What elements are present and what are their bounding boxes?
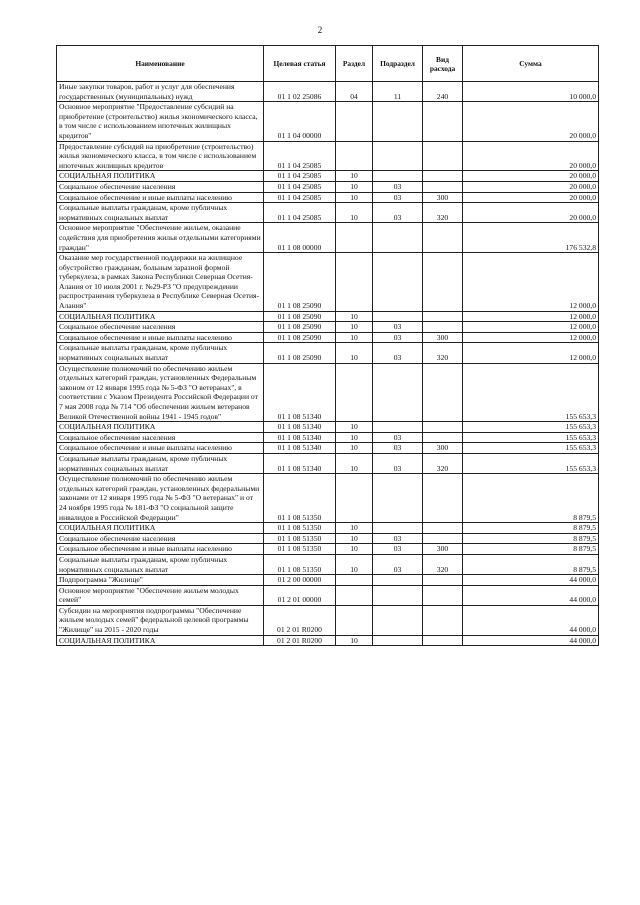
- cell-amount: 8 879,5: [463, 544, 599, 555]
- cell-section: [336, 102, 373, 141]
- table-row: [57, 343, 599, 363]
- cell-section: 10: [336, 422, 373, 433]
- header-section: Раздел: [336, 46, 373, 82]
- cell-amount: 44 000,0: [463, 605, 599, 635]
- cell-amount: 8 879,5: [463, 523, 599, 534]
- cell-target: 01 1 08 51340: [264, 453, 336, 473]
- cell-name: СОЦИАЛЬНАЯ ПОЛИТИКА: [57, 171, 264, 182]
- header-name: Наименование: [57, 46, 264, 82]
- table-row: [57, 585, 599, 605]
- cell-section: 10: [336, 322, 373, 333]
- table-row: [57, 141, 599, 171]
- cell-expense-type: [423, 322, 463, 333]
- cell-expense-type: [423, 253, 463, 312]
- cell-amount: 20 000,0: [463, 171, 599, 182]
- cell-subsection: 03: [373, 203, 423, 223]
- cell-name: Социальные выплаты гражданам, кроме публичных нормативных социальных выплат: [57, 203, 264, 223]
- cell-name: Социальное обеспечение населения: [57, 533, 264, 544]
- cell-target: 01 2 01 00000: [264, 585, 336, 605]
- cell-expense-type: 300: [423, 443, 463, 454]
- cell-target: 01 1 04 25085: [264, 181, 336, 192]
- cell-name: Социальное обеспечение населения: [57, 181, 264, 192]
- cell-expense-type: [423, 102, 463, 141]
- cell-amount: 8 879,5: [463, 533, 599, 544]
- cell-expense-type: 240: [423, 82, 463, 102]
- cell-amount: 155 653,3: [463, 453, 599, 473]
- cell-expense-type: [423, 533, 463, 544]
- cell-name: Социальное обеспечение и иные выплаты населению: [57, 332, 264, 343]
- cell-target: 01 1 02 25086: [264, 82, 336, 102]
- cell-name: Основное мероприятие "Обеспечение жильем, оказание содействия для приобретения жилья отдельными категориями граждан": [57, 223, 264, 253]
- cell-section: 04: [336, 82, 373, 102]
- cell-section: 10: [336, 171, 373, 182]
- cell-subsection: [373, 523, 423, 534]
- table-row: [57, 311, 599, 322]
- cell-name: Социальное обеспечение и иные выплаты населению: [57, 443, 264, 454]
- table-row: [57, 474, 599, 523]
- cell-amount: 8 879,5: [463, 474, 599, 523]
- table-body: [57, 82, 599, 646]
- cell-section: 10: [336, 343, 373, 363]
- cell-name: Иные закупки товаров, работ и услуг для обеспечения государственных (муниципальных) нужд: [57, 82, 264, 102]
- cell-name: Осуществление полномочий по обеспечению жильем отдельных категорий граждан, установленных федеральными законами от 12 января 1995 года № 5-ФЗ "О ветеранах" и от 24 ноября 1995 года № 181-ФЗ "О социальной защите инвалидов в Российской Федерации": [57, 474, 264, 523]
- cell-amount: 155 653,3: [463, 422, 599, 433]
- cell-subsection: [373, 102, 423, 141]
- cell-name: Социальное обеспечение и иные выплаты населению: [57, 192, 264, 203]
- cell-expense-type: [423, 523, 463, 534]
- cell-subsection: 03: [373, 554, 423, 574]
- table-row: [57, 432, 599, 443]
- cell-subsection: [373, 422, 423, 433]
- cell-target: 01 1 08 25090: [264, 322, 336, 333]
- cell-subsection: 03: [373, 443, 423, 454]
- cell-name: Предоставление субсидий на приобретение (строительство) жилья экономического класса, в том числе с использованием ипотечных жилищных кредитов: [57, 141, 264, 171]
- cell-expense-type: [423, 605, 463, 635]
- cell-expense-type: [423, 311, 463, 322]
- cell-section: 10: [336, 192, 373, 203]
- header-target: Целевая статья: [264, 46, 336, 82]
- cell-target: 01 1 08 25090: [264, 311, 336, 322]
- cell-target: 01 1 04 00000: [264, 102, 336, 141]
- table-row: [57, 523, 599, 534]
- table-row: [57, 635, 599, 646]
- cell-target: 01 2 00 00000: [264, 575, 336, 586]
- table-row: [57, 554, 599, 574]
- cell-name: СОЦИАЛЬНАЯ ПОЛИТИКА: [57, 422, 264, 433]
- cell-target: 01 1 04 25085: [264, 141, 336, 171]
- table-row: [57, 453, 599, 473]
- cell-subsection: 03: [373, 192, 423, 203]
- cell-section: [336, 605, 373, 635]
- cell-target: 01 2 01 R0200: [264, 605, 336, 635]
- cell-subsection: 11: [373, 82, 423, 102]
- cell-subsection: 03: [373, 432, 423, 443]
- cell-section: 10: [336, 544, 373, 555]
- cell-amount: 155 653,3: [463, 443, 599, 454]
- cell-target: 01 1 08 51350: [264, 554, 336, 574]
- cell-subsection: [373, 253, 423, 312]
- cell-amount: 155 653,3: [463, 432, 599, 443]
- cell-subsection: 03: [373, 322, 423, 333]
- cell-name: Осуществление полномочий по обеспечению жильем отдельных категорий граждан, установленных Федеральным законом от 12 января 1995 года № 5-ФЗ "О ветеранах", в соответствии с Указом Президента Российской Федерации от 7 мая 2008 года № 714 "Об обеспечении жильем ветеранов Великой Отечественной войны 1941 - 1945 годов": [57, 363, 264, 422]
- cell-amount: 20 000,0: [463, 192, 599, 203]
- cell-amount: 20 000,0: [463, 203, 599, 223]
- table-row: [57, 605, 599, 635]
- cell-section: [336, 585, 373, 605]
- cell-amount: 44 000,0: [463, 635, 599, 646]
- cell-name: СОЦИАЛЬНАЯ ПОЛИТИКА: [57, 635, 264, 646]
- cell-subsection: 03: [373, 181, 423, 192]
- table-row: [57, 332, 599, 343]
- cell-target: 01 1 08 51340: [264, 422, 336, 433]
- cell-expense-type: [423, 575, 463, 586]
- cell-name: СОЦИАЛЬНАЯ ПОЛИТИКА: [57, 311, 264, 322]
- cell-section: 10: [336, 523, 373, 534]
- cell-amount: 20 000,0: [463, 102, 599, 141]
- cell-subsection: 03: [373, 332, 423, 343]
- table-row: [57, 533, 599, 544]
- cell-amount: 8 879,5: [463, 554, 599, 574]
- cell-target: 01 2 01 R0200: [264, 635, 336, 646]
- cell-expense-type: [423, 432, 463, 443]
- table-header-row: [57, 46, 599, 82]
- cell-target: 01 1 08 51350: [264, 533, 336, 544]
- budget-table: [56, 45, 599, 646]
- cell-target: 01 1 04 25085: [264, 203, 336, 223]
- cell-amount: 44 000,0: [463, 575, 599, 586]
- cell-subsection: 03: [373, 343, 423, 363]
- cell-expense-type: [423, 141, 463, 171]
- cell-section: 10: [336, 203, 373, 223]
- cell-section: [336, 474, 373, 523]
- cell-section: [336, 363, 373, 422]
- cell-expense-type: 300: [423, 332, 463, 343]
- cell-section: 10: [336, 432, 373, 443]
- cell-subsection: [373, 141, 423, 171]
- cell-target: 01 1 08 25090: [264, 253, 336, 312]
- cell-amount: 44 000,0: [463, 585, 599, 605]
- cell-subsection: 03: [373, 533, 423, 544]
- table-row: [57, 575, 599, 586]
- table-row: [57, 363, 599, 422]
- cell-subsection: [373, 171, 423, 182]
- cell-expense-type: [423, 422, 463, 433]
- cell-name: Социальные выплаты гражданам, кроме публичных нормативных социальных выплат: [57, 554, 264, 574]
- cell-name: Социальное обеспечение населения: [57, 432, 264, 443]
- cell-subsection: [373, 474, 423, 523]
- cell-amount: 20 000,0: [463, 141, 599, 171]
- cell-expense-type: [423, 363, 463, 422]
- table-row: [57, 82, 599, 102]
- cell-expense-type: 320: [423, 554, 463, 574]
- cell-amount: 12 000,0: [463, 343, 599, 363]
- cell-name: Социальное обеспечение населения: [57, 322, 264, 333]
- table-row: [57, 322, 599, 333]
- cell-amount: 10 000,0: [463, 82, 599, 102]
- cell-target: 01 1 08 51340: [264, 363, 336, 422]
- cell-section: 10: [336, 554, 373, 574]
- cell-expense-type: 300: [423, 192, 463, 203]
- table-row: [57, 422, 599, 433]
- cell-target: 01 1 08 51350: [264, 474, 336, 523]
- cell-expense-type: [423, 474, 463, 523]
- cell-section: 10: [336, 443, 373, 454]
- cell-target: 01 1 04 25085: [264, 171, 336, 182]
- cell-name: Субсидии на мероприятия подпрограммы "Обеспечение жильем молодых семей" федеральной целевой программы "Жилище" на 2015 - 2020 годы: [57, 605, 264, 635]
- cell-section: 10: [336, 181, 373, 192]
- table-row: [57, 171, 599, 182]
- cell-amount: 12 000,0: [463, 322, 599, 333]
- table-row: [57, 102, 599, 141]
- cell-subsection: [373, 605, 423, 635]
- cell-expense-type: 320: [423, 203, 463, 223]
- cell-subsection: 03: [373, 544, 423, 555]
- cell-expense-type: 320: [423, 343, 463, 363]
- table-row: [57, 223, 599, 253]
- cell-amount: 12 000,0: [463, 311, 599, 322]
- cell-amount: 12 000,0: [463, 253, 599, 312]
- table-row: [57, 192, 599, 203]
- cell-name: Социальные выплаты гражданам, кроме публичных нормативных социальных выплат: [57, 343, 264, 363]
- cell-target: 01 1 08 00000: [264, 223, 336, 253]
- cell-target: 01 1 08 25090: [264, 332, 336, 343]
- cell-amount: 155 653,3: [463, 363, 599, 422]
- cell-section: [336, 253, 373, 312]
- cell-subsection: [373, 311, 423, 322]
- header-expense-type: Вид расхода: [423, 46, 463, 82]
- header-amount: Сумма: [463, 46, 599, 82]
- cell-expense-type: 300: [423, 544, 463, 555]
- cell-section: [336, 575, 373, 586]
- page-number: 2: [317, 25, 323, 35]
- cell-name: Социальные выплаты гражданам, кроме публичных нормативных социальных выплат: [57, 453, 264, 473]
- table-row: [57, 203, 599, 223]
- cell-target: 01 1 08 51350: [264, 523, 336, 534]
- cell-expense-type: [423, 181, 463, 192]
- cell-section: 10: [336, 533, 373, 544]
- cell-target: 01 1 08 51340: [264, 443, 336, 454]
- cell-name: Социальное обеспечение и иные выплаты населению: [57, 544, 264, 555]
- cell-subsection: [373, 635, 423, 646]
- cell-subsection: [373, 575, 423, 586]
- cell-amount: 176 532,8: [463, 223, 599, 253]
- cell-name: Основное мероприятие "Предоставление субсидий на приобретение (строительство) жилья экономического класса, в том числе с использованием ипотечных жилищных кредитов": [57, 102, 264, 141]
- table-row: [57, 181, 599, 192]
- table-row: [57, 544, 599, 555]
- header-subsection: Подраздел: [373, 46, 423, 82]
- cell-subsection: [373, 585, 423, 605]
- cell-amount: 20 000,0: [463, 181, 599, 192]
- cell-name: СОЦИАЛЬНАЯ ПОЛИТИКА: [57, 523, 264, 534]
- cell-section: 10: [336, 453, 373, 473]
- cell-expense-type: [423, 171, 463, 182]
- cell-target: 01 1 08 51340: [264, 432, 336, 443]
- cell-target: 01 1 08 25090: [264, 343, 336, 363]
- table-row: [57, 443, 599, 454]
- cell-expense-type: [423, 585, 463, 605]
- cell-section: 10: [336, 311, 373, 322]
- table-row: [57, 253, 599, 312]
- cell-section: 10: [336, 332, 373, 343]
- cell-name: Оказание мер государственной поддержки на жилищное обустройство гражданам, больным заразной формой туберкулеза, в рамках Закона Республики Северная Осетия-Алания от 10 июля 2001 г. №29-РЗ "О предупреждении распространения туберкулеза в Республике Северная Осетия-Алания": [57, 253, 264, 312]
- cell-section: [336, 223, 373, 253]
- cell-subsection: 03: [373, 453, 423, 473]
- cell-expense-type: [423, 223, 463, 253]
- cell-subsection: [373, 223, 423, 253]
- cell-target: 01 1 04 25085: [264, 192, 336, 203]
- cell-target: 01 1 08 51350: [264, 544, 336, 555]
- cell-amount: 12 000,0: [463, 332, 599, 343]
- cell-subsection: [373, 363, 423, 422]
- cell-expense-type: 320: [423, 453, 463, 473]
- cell-expense-type: [423, 635, 463, 646]
- cell-name: Основное мероприятие "Обеспечение жильем молодых семей": [57, 585, 264, 605]
- cell-name: Подпрограмма "Жилище": [57, 575, 264, 586]
- cell-section: [336, 141, 373, 171]
- cell-section: 10: [336, 635, 373, 646]
